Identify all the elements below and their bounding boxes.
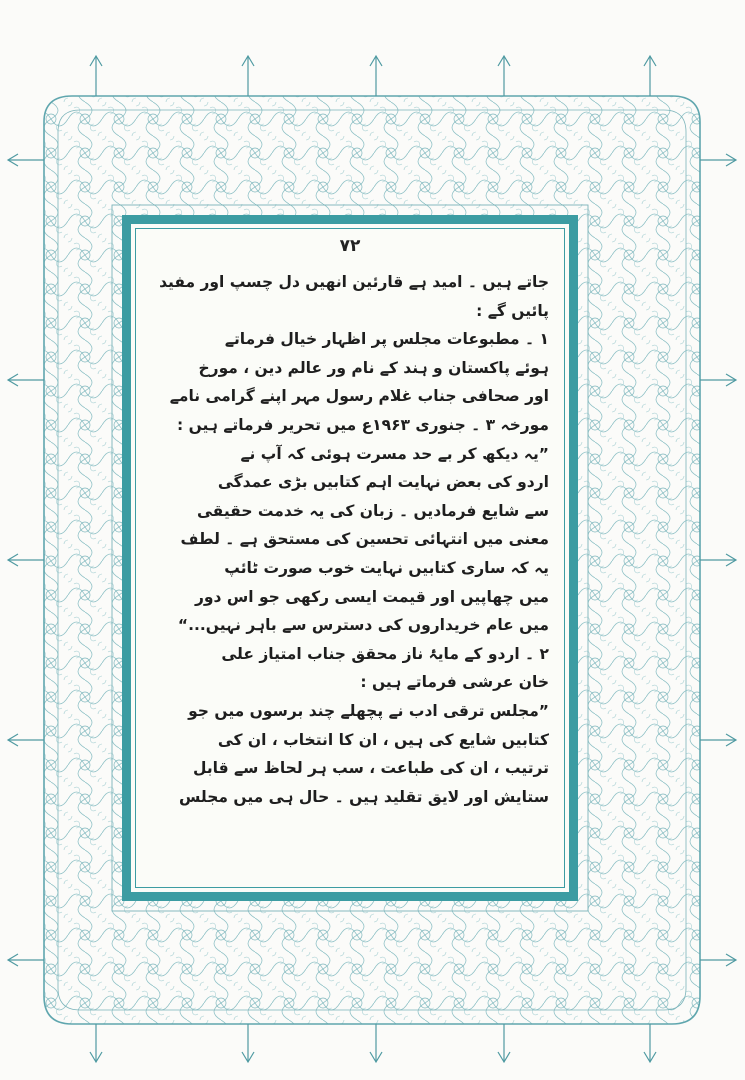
text-line: پائیں گے : bbox=[476, 301, 549, 320]
text-line: سے شایع فرمادیں ۔ زبان کی یہ خدمت حقیقی bbox=[197, 501, 549, 520]
text-line: میں عام خریداروں کی دسترس سے باہر نہیں...“ bbox=[177, 616, 549, 635]
text-line: اور صحافی جناب غلام رسول مہر اپنے گرامی نامے bbox=[169, 387, 549, 406]
text-line: معنی میں انتہائی تحسین کی مستحق ہے ۔ لطف bbox=[180, 530, 549, 549]
text-line: کتابیں شایع کی ہیں ، ان کا انتخاب ، ان کی bbox=[217, 730, 549, 749]
text-line: یہ کہ ساری کتابیں نہایت خوب صورت ٹائپ bbox=[224, 558, 549, 577]
text-line: ترتیب ، ان کی طباعت ، سب ہر لحاظ سے قابل bbox=[193, 759, 549, 778]
text-panel bbox=[122, 215, 578, 901]
text-line: ہوئے پاکستان و ہند کے نام ور عالم دین ، مورخ bbox=[198, 358, 549, 377]
text-line: خان عرشی فرماتے ہیں : bbox=[360, 673, 549, 692]
text-line: ”مجلس ترقی ادب نے پچھلے چند برسوں میں جو bbox=[188, 701, 549, 720]
body-text bbox=[151, 268, 549, 811]
text-line: ۲ ۔ اردو کے مایۂ ناز محقق جناب امتیاز علی bbox=[221, 644, 549, 663]
page-number: ۷۲ bbox=[339, 236, 361, 256]
text-line: میں چھاپیں اور قیمت ایسی رکھی جو اس دور bbox=[194, 587, 549, 606]
text-line: ستایش اور لایق تقلید ہیں ۔ حال ہی میں مجلس bbox=[179, 787, 549, 806]
text-line: ۱ ۔ مطبوعات مجلس پر اظہار خیال فرماتے bbox=[224, 330, 549, 349]
text-line: مورخہ ۳ ۔ جنوری ۱۹۶۳ع میں تحریر فرماتے ہیں : bbox=[176, 415, 549, 434]
text-line: جاتے ہیں ۔ امید ہے قارئین انھیں دل چسپ اور مفید bbox=[159, 273, 549, 291]
text-line: ”یہ دیکھ کر بے حد مسرت ہوئی کہ آپ نے bbox=[240, 444, 549, 463]
text-line: اردو کی بعض نہایت اہم کتابیں بڑی عمدگی bbox=[217, 473, 549, 492]
